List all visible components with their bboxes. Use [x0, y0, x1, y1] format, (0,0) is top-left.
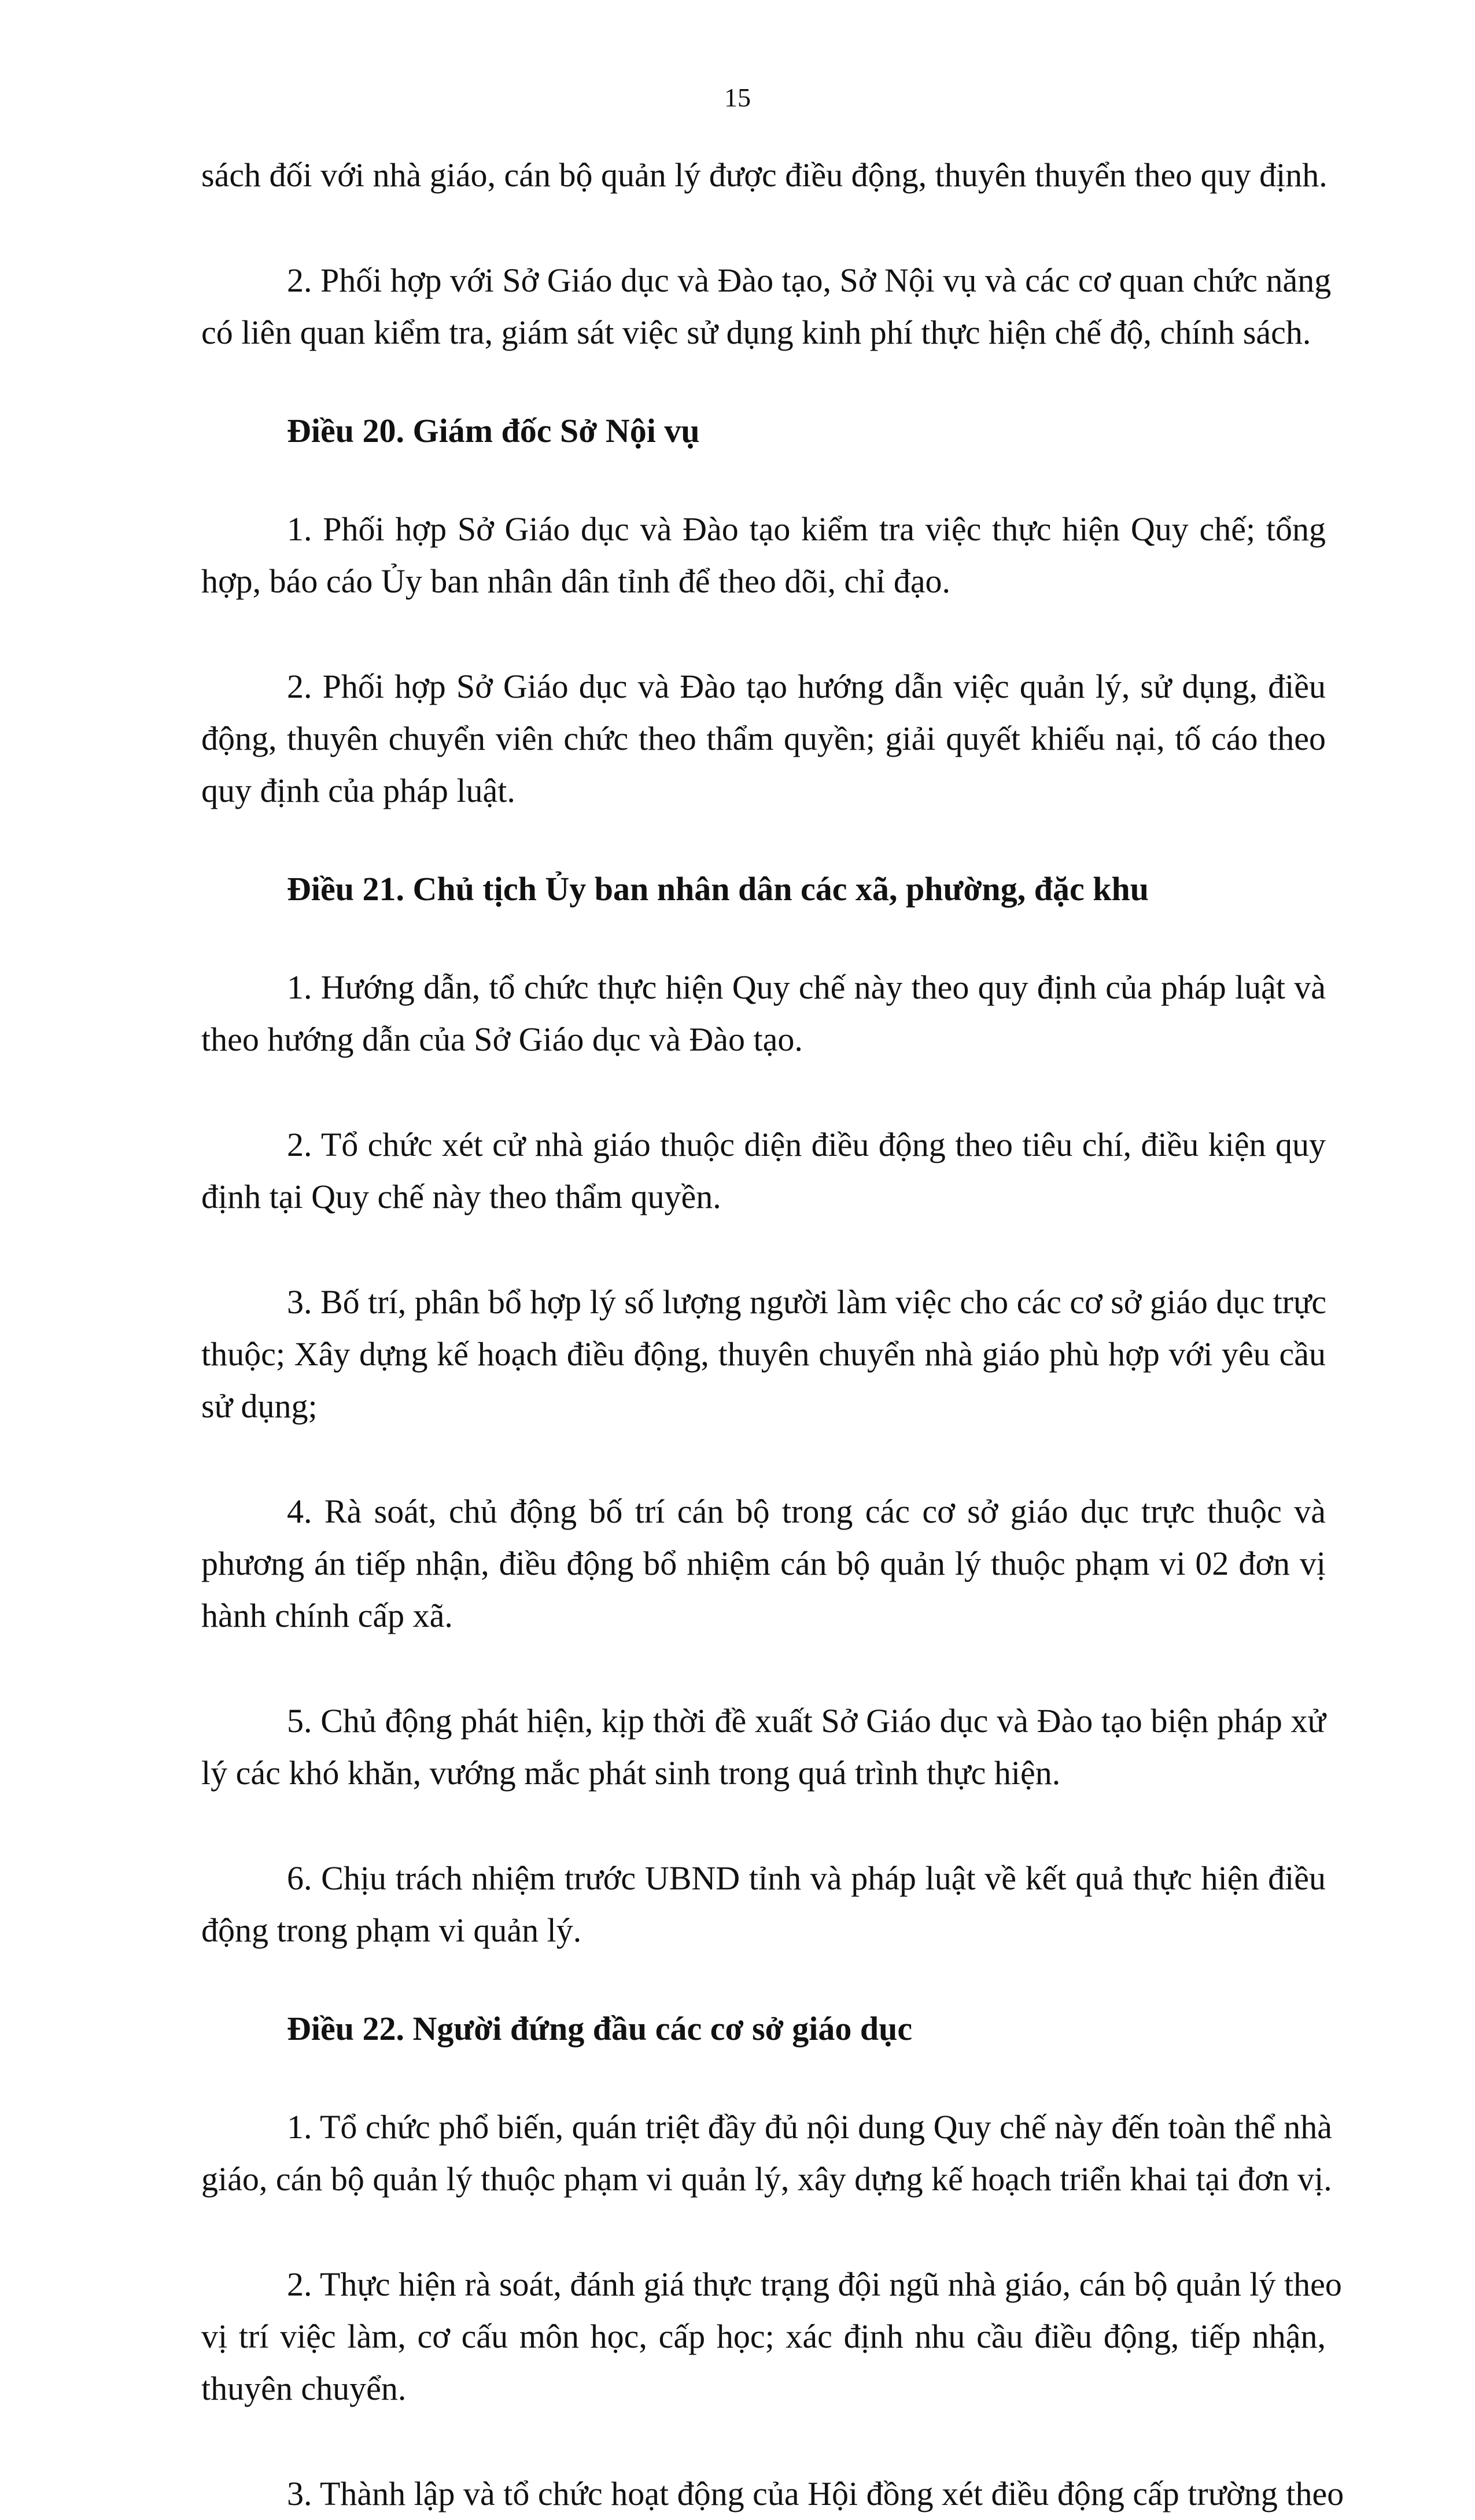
text-line: 4. Rà soát, chủ động bố trí cán bộ trong các cơ sở giáo dục trực thuộc và	[287, 1493, 1326, 1530]
paragraph	[201, 149, 1326, 201]
text-line: lý các khó khăn, vướng mắc phát sinh trong quá trình thực hiện.	[201, 1754, 1061, 1792]
text-line: 3. Bố trí, phân bổ hợp lý số lượng người làm việc cho các cơ sở giáo dục trực	[287, 1283, 1327, 1321]
text-line: 1. Phối hợp Sở Giáo dục và Đào tạo kiểm tra việc thực hiện Quy chế; tổng	[287, 510, 1326, 548]
text-line: 3. Thành lập và tổ chức hoạt động của Hội đồng xét điều động cấp trường theo	[287, 2475, 1344, 2512]
paragraph	[201, 1486, 1326, 1642]
paragraph	[201, 255, 1332, 359]
text-line: 5. Chủ động phát hiện, kịp thời đề xuất Sở Giáo dục và Đào tạo biện pháp xử	[287, 1702, 1326, 1740]
paragraph	[201, 503, 1326, 607]
paragraph	[201, 961, 1326, 1066]
text-line: thuyên chuyển.	[201, 2370, 407, 2407]
text-line: sách đối với nhà giáo, cán bộ quản lý được điều động, thuyên thuyển theo quy định.	[201, 156, 1328, 194]
heading-text: Điều 22. Người đứng đầu các cơ sở giáo dục	[287, 2010, 913, 2047]
text-line: có liên quan kiểm tra, giám sát việc sử dụng kinh phí thực hiện chế độ, chính sách.	[201, 314, 1311, 351]
text-line: 2. Tổ chức xét cử nhà giáo thuộc diện điều động theo tiêu chí, điều kiện quy	[287, 1126, 1326, 1163]
paragraph	[201, 2259, 1342, 2415]
text-line: 2. Phối hợp Sở Giáo dục và Đào tạo hướng dẫn việc quản lý, sử dụng, điều	[287, 668, 1326, 705]
text-line: quy định của pháp luật.	[201, 772, 515, 809]
text-line: 1. Hướng dẫn, tổ chức thực hiện Quy chế này theo quy định của pháp luật và	[287, 968, 1326, 1006]
paragraph	[201, 2101, 1332, 2205]
text-line: 1. Tổ chức phổ biến, quán triệt đầy đủ nội dung Quy chế này đến toàn thể nhà	[287, 2108, 1332, 2146]
page-number: 15	[724, 83, 751, 112]
text-line: giáo, cán bộ quản lý thuộc phạm vi quản lý, xây dựng kế hoạch triển khai tại đơn vị.	[201, 2160, 1332, 2198]
text-line: động trong phạm vi quản lý.	[201, 1911, 582, 1949]
paragraph	[201, 661, 1326, 817]
text-line: định tại Quy chế này theo thẩm quyền.	[201, 1178, 721, 1215]
paragraph	[201, 1852, 1326, 1957]
paragraph	[201, 2468, 1344, 2520]
text-line: theo hướng dẫn của Sở Giáo dục và Đào tạo.	[201, 1020, 803, 1058]
paragraph	[201, 1695, 1326, 1799]
paragraph	[201, 1276, 1326, 1432]
text-line: 6. Chịu trách nhiệm trước UBND tỉnh và pháp luật về kết quả thực hiện điều	[287, 1859, 1326, 1897]
text-line: hợp, báo cáo Ủy ban nhân dân tỉnh để theo dõi, chỉ đạo.	[201, 562, 951, 600]
paragraph	[201, 1119, 1326, 1223]
text-line: sử dụng;	[201, 1387, 318, 1425]
text-line: vị trí việc làm, cơ cấu môn học, cấp học; xác định nhu cầu điều động, tiếp nhận,	[201, 2318, 1326, 2355]
text-line: động, thuyên chuyển viên chức theo thẩm quyền; giải quyết khiếu nại, tố cáo theo	[201, 720, 1326, 757]
article-heading	[201, 405, 1326, 457]
article-heading	[201, 863, 1326, 915]
text-line: 2. Phối hợp với Sở Giáo dục và Đào tạo, Sở Nội vụ và các cơ quan chức năng	[287, 261, 1332, 299]
heading-text: Điều 21. Chủ tịch Ủy ban nhân dân các xã, phường, đặc khu	[287, 870, 1149, 908]
article-heading	[201, 2003, 1326, 2055]
text-line: thuộc; Xây dựng kế hoạch điều động, thuyên chuyển nhà giáo phù hợp với yêu cầu	[201, 1335, 1326, 1373]
heading-text: Điều 20. Giám đốc Sở Nội vụ	[287, 412, 700, 450]
text-line: 2. Thực hiện rà soát, đánh giá thực trạng đội ngũ nhà giáo, cán bộ quản lý theo	[287, 2265, 1342, 2303]
document-body	[201, 149, 1344, 2520]
text-line: hành chính cấp xã.	[201, 1597, 453, 1634]
text-line: phương án tiếp nhận, điều động bổ nhiệm cán bộ quản lý thuộc phạm vi 02 đơn vị	[201, 1545, 1326, 1582]
